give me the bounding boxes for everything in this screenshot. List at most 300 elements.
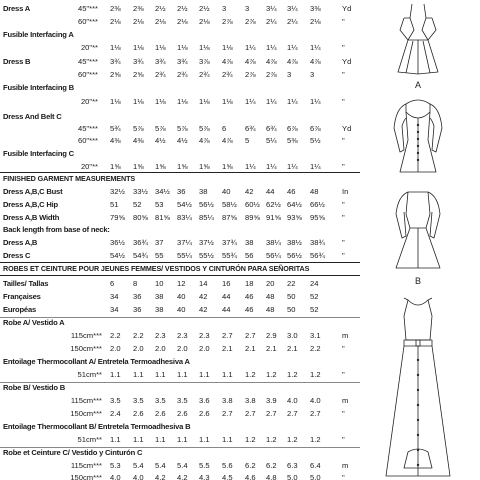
table-cell: 3.6 bbox=[199, 396, 210, 405]
table-cell: 2.6 bbox=[177, 409, 188, 418]
table-cell: 2.1 bbox=[266, 344, 277, 353]
unit-label: In bbox=[342, 187, 349, 196]
table-cell: 2½ bbox=[199, 4, 210, 13]
table-cell: 1.2 bbox=[266, 370, 277, 379]
table-cell: 1.1 bbox=[177, 370, 188, 379]
table-cell: 42 bbox=[245, 187, 254, 196]
row-label: Dress C bbox=[3, 251, 31, 260]
row-label: Dress B bbox=[3, 57, 31, 66]
table-cell: 5.4 bbox=[155, 461, 166, 470]
row-label: Dress A,B,C Hip bbox=[3, 200, 58, 209]
fabric-width: 60"*** bbox=[77, 17, 98, 26]
table-cell: 2¾ bbox=[222, 70, 233, 79]
table-cell: 34 bbox=[110, 305, 119, 314]
table-cell: 2⅛ bbox=[155, 17, 166, 26]
table-cell: 34 bbox=[110, 292, 119, 301]
table-cell: 1¼ bbox=[310, 162, 321, 171]
table-cell: 4⅞ bbox=[245, 57, 256, 66]
table-cell: 2.0 bbox=[133, 344, 144, 353]
section-heading: Robe et Ceinture C/ Vestido y Cinturón C bbox=[3, 448, 143, 457]
table-cell: 1.1 bbox=[199, 435, 210, 444]
table-cell: 40 bbox=[177, 305, 186, 314]
table-cell: 4.2 bbox=[177, 473, 188, 480]
table-cell: 48 bbox=[310, 187, 319, 196]
table-cell: 12 bbox=[177, 279, 186, 288]
table-cell: 4.8 bbox=[266, 473, 277, 480]
table-cell: 38¼ bbox=[266, 238, 281, 247]
dress-a-illustration bbox=[398, 4, 438, 74]
table-cell: 1¼ bbox=[245, 97, 256, 106]
table-cell: 2¾ bbox=[177, 70, 188, 79]
table-cell: 2⅛ bbox=[133, 17, 144, 26]
table-cell: 2.2 bbox=[133, 331, 144, 340]
table-cell: 2.6 bbox=[199, 409, 210, 418]
table-cell: 55¾ bbox=[222, 251, 237, 260]
section-heading: Dress And Belt C bbox=[3, 112, 62, 121]
table-cell: 55¼ bbox=[177, 251, 192, 260]
table-cell: 1⅛ bbox=[177, 43, 188, 52]
divider bbox=[0, 447, 360, 448]
table-cell: 2.1 bbox=[245, 344, 256, 353]
table-cell: 38 bbox=[155, 292, 164, 301]
table-cell: 1¼ bbox=[266, 97, 277, 106]
table-cell: 2.0 bbox=[177, 344, 188, 353]
row-label: Européas bbox=[3, 305, 37, 314]
unit-label: " bbox=[342, 251, 345, 260]
fabric-width: 150cm*** bbox=[70, 344, 102, 353]
table-cell: 1.1 bbox=[133, 435, 144, 444]
table-cell: 50 bbox=[287, 292, 296, 301]
table-cell: 4.2 bbox=[155, 473, 166, 480]
table-cell: 44 bbox=[222, 305, 231, 314]
table-cell: 1.2 bbox=[245, 370, 256, 379]
table-cell: 1⅛ bbox=[155, 97, 166, 106]
table-cell: 2⅝ bbox=[133, 70, 144, 79]
table-cell: 4⅞ bbox=[287, 57, 298, 66]
table-cell: 46 bbox=[287, 187, 296, 196]
table-cell: 33½ bbox=[133, 187, 148, 196]
table-cell: 85¼ bbox=[199, 213, 214, 222]
table-cell: 2½ bbox=[155, 4, 166, 13]
table-cell: 3⅜ bbox=[310, 4, 321, 13]
table-cell: 2⅛ bbox=[110, 17, 121, 26]
unit-label: m bbox=[342, 396, 349, 405]
unit-label: m bbox=[342, 331, 349, 340]
table-cell: 6.4 bbox=[310, 461, 321, 470]
table-cell: 1¼ bbox=[266, 162, 277, 171]
table-cell: 4.0 bbox=[110, 473, 121, 480]
table-cell: 3.0 bbox=[287, 331, 298, 340]
table-cell: 2.7 bbox=[245, 331, 256, 340]
table-cell: 60½ bbox=[245, 200, 260, 209]
table-cell: 52 bbox=[310, 292, 319, 301]
table-cell: 4⅞ bbox=[199, 136, 210, 145]
table-cell: 2⅛ bbox=[310, 17, 321, 26]
table-cell: 2⅞ bbox=[245, 70, 256, 79]
table-cell: 5.5 bbox=[199, 461, 210, 470]
table-cell: 95⅝ bbox=[310, 213, 325, 222]
table-cell: 6.3 bbox=[287, 461, 298, 470]
row-label: Tailles/ Tallas bbox=[3, 279, 49, 288]
section-title: FINISHED GARMENT MEASUREMENTS bbox=[3, 174, 136, 183]
table-cell: 1.2 bbox=[310, 435, 321, 444]
fabric-width: 20"** bbox=[80, 97, 98, 106]
table-cell: 1.1 bbox=[155, 435, 166, 444]
fabric-width: 60"*** bbox=[77, 136, 98, 145]
table-cell: 2¼ bbox=[266, 17, 277, 26]
section-heading: Robe A/ Vestido A bbox=[3, 318, 65, 327]
table-cell: 56 bbox=[245, 251, 254, 260]
table-cell: 91⅝ bbox=[266, 213, 281, 222]
table-cell: 3¾ bbox=[177, 57, 188, 66]
table-cell: 5¼ bbox=[266, 136, 277, 145]
table-cell: 37¼ bbox=[177, 238, 192, 247]
table-cell: 3 bbox=[245, 4, 250, 13]
table-cell: 3.5 bbox=[133, 396, 144, 405]
table-cell: 4.0 bbox=[287, 396, 298, 405]
fabric-width: 115cm*** bbox=[70, 461, 102, 470]
table-cell: 1⅛ bbox=[222, 43, 233, 52]
table-cell: 2⅞ bbox=[266, 70, 277, 79]
table-cell: 36¾ bbox=[133, 238, 148, 247]
unit-label: " bbox=[342, 213, 345, 222]
table-cell: 4.5 bbox=[222, 473, 233, 480]
table-cell: 42 bbox=[199, 305, 208, 314]
unit-label: Yd bbox=[342, 57, 352, 66]
table-cell: 64½ bbox=[287, 200, 302, 209]
table-cell: 2¾ bbox=[155, 70, 166, 79]
table-cell: 2.1 bbox=[287, 344, 298, 353]
table-cell: 50 bbox=[287, 305, 296, 314]
table-cell: 6 bbox=[222, 124, 227, 133]
fabric-width: 60"*** bbox=[77, 70, 98, 79]
table-cell: 1.2 bbox=[287, 435, 298, 444]
table-cell: 1¼ bbox=[310, 97, 321, 106]
section-heading: Entoilage Thermocollant B/ Entretela Termoadhesiva B bbox=[3, 422, 191, 431]
table-cell: 36 bbox=[133, 305, 142, 314]
fabric-width: 45"*** bbox=[77, 124, 98, 133]
table-cell: 6¾ bbox=[266, 124, 277, 133]
unit-label: " bbox=[342, 70, 345, 79]
divider bbox=[0, 317, 360, 318]
unit-label: " bbox=[342, 200, 345, 209]
table-cell: 20 bbox=[266, 279, 275, 288]
table-cell: 5⅞ bbox=[177, 124, 188, 133]
table-cell: 1⅛ bbox=[222, 97, 233, 106]
unit-label: " bbox=[342, 43, 345, 52]
table-cell: 5⅞ bbox=[199, 124, 210, 133]
table-cell: 1.1 bbox=[177, 435, 188, 444]
section-heading: Back length from base of neck: bbox=[3, 225, 110, 234]
table-cell: 46 bbox=[245, 305, 254, 314]
table-cell: 2.2 bbox=[110, 331, 121, 340]
table-cell: 5.6 bbox=[222, 461, 233, 470]
table-cell: 48 bbox=[266, 305, 275, 314]
fabric-width: 150cm*** bbox=[70, 473, 102, 480]
table-cell: 4⅜ bbox=[110, 136, 121, 145]
row-label: Dress A,B Width bbox=[3, 213, 60, 222]
table-cell: 1.2 bbox=[310, 370, 321, 379]
fabric-width: 115cm*** bbox=[70, 396, 102, 405]
table-cell: 1⅝ bbox=[222, 162, 233, 171]
unit-label: Yd bbox=[342, 4, 352, 13]
table-cell: 18 bbox=[245, 279, 254, 288]
table-cell: 54½ bbox=[177, 200, 192, 209]
table-cell: 53 bbox=[155, 200, 164, 209]
table-cell: 1¼ bbox=[245, 162, 256, 171]
fabric-width: 20"** bbox=[80, 43, 98, 52]
table-cell: 44 bbox=[222, 292, 231, 301]
unit-label: " bbox=[342, 238, 345, 247]
table-cell: 2⅜ bbox=[110, 4, 121, 13]
table-cell: 5⅞ bbox=[133, 124, 144, 133]
fabric-width: 45"*** bbox=[77, 57, 98, 66]
table-cell: 56½ bbox=[287, 251, 302, 260]
table-cell: 2.7 bbox=[245, 409, 256, 418]
table-cell: 55½ bbox=[199, 251, 214, 260]
row-label: Dress A bbox=[3, 4, 31, 13]
table-cell: 1⅝ bbox=[199, 162, 210, 171]
table-cell: 22 bbox=[287, 279, 296, 288]
table-cell: 1⅛ bbox=[133, 97, 144, 106]
table-cell: 4⅞ bbox=[222, 57, 233, 66]
table-cell: 1⅛ bbox=[155, 43, 166, 52]
table-cell: 3 bbox=[287, 70, 292, 79]
table-cell: 2⅝ bbox=[110, 70, 121, 79]
table-cell: 2.1 bbox=[222, 344, 233, 353]
table-cell: 5⅞ bbox=[155, 124, 166, 133]
table-cell: 54¾ bbox=[133, 251, 148, 260]
table-cell: 2.3 bbox=[199, 331, 210, 340]
table-cell: 40 bbox=[177, 292, 186, 301]
table-cell: 4½ bbox=[155, 136, 166, 145]
figure-label-a: A bbox=[414, 80, 422, 90]
table-cell: 38¾ bbox=[310, 238, 325, 247]
section-title: ROBES ET CEINTURE POUR JEUNES FEMMES/ VESTIDOS Y CINTURÓN PARA SEÑORITAS bbox=[3, 264, 310, 273]
table-cell: 6⅞ bbox=[287, 124, 298, 133]
table-cell: 3.8 bbox=[222, 396, 233, 405]
table-cell: 4.3 bbox=[199, 473, 210, 480]
table-cell: 1¼ bbox=[310, 43, 321, 52]
table-cell: 10 bbox=[155, 279, 164, 288]
table-cell: 38 bbox=[199, 187, 208, 196]
table-cell: 1⅛ bbox=[110, 97, 121, 106]
section-heading: Fusible Interfacing B bbox=[3, 83, 74, 92]
table-cell: 1.1 bbox=[199, 370, 210, 379]
table-cell: 6.2 bbox=[266, 461, 277, 470]
table-cell: 24 bbox=[310, 279, 319, 288]
table-cell: 2.3 bbox=[177, 331, 188, 340]
table-cell: 3¼ bbox=[287, 4, 298, 13]
table-cell: 2½ bbox=[177, 4, 188, 13]
table-cell: 5.0 bbox=[310, 473, 321, 480]
table-cell: 32½ bbox=[110, 187, 125, 196]
table-cell: 66½ bbox=[310, 200, 325, 209]
table-cell: 5.4 bbox=[177, 461, 188, 470]
table-cell: 81⅝ bbox=[155, 213, 170, 222]
section-heading: Fusible Interfacing C bbox=[3, 149, 74, 158]
table-cell: 1⅛ bbox=[110, 43, 121, 52]
table-cell: 16 bbox=[222, 279, 231, 288]
table-cell: 1.1 bbox=[110, 370, 121, 379]
unit-label: " bbox=[342, 136, 345, 145]
fabric-width: 150cm*** bbox=[70, 409, 102, 418]
unit-label: " bbox=[342, 344, 345, 353]
table-cell: 5½ bbox=[310, 136, 321, 145]
table-cell: 1.1 bbox=[155, 370, 166, 379]
table-cell: 83¼ bbox=[177, 213, 192, 222]
fabric-width: 51cm** bbox=[77, 435, 102, 444]
row-label: Dress A,B bbox=[3, 238, 38, 247]
section-heading: Robe B/ Vestido B bbox=[3, 383, 65, 392]
table-cell: 5.3 bbox=[110, 461, 121, 470]
table-cell: 2¾ bbox=[199, 70, 210, 79]
table-cell: 2.0 bbox=[110, 344, 121, 353]
table-cell: 52 bbox=[310, 305, 319, 314]
table-cell: 2.7 bbox=[266, 409, 277, 418]
table-cell: 5.0 bbox=[287, 473, 298, 480]
unit-label: Yd bbox=[342, 124, 352, 133]
table-cell: 51 bbox=[110, 200, 119, 209]
table-cell: 2.6 bbox=[133, 409, 144, 418]
table-cell: 2.2 bbox=[310, 344, 321, 353]
table-cell: 58½ bbox=[222, 200, 237, 209]
table-cell: 1¼ bbox=[245, 43, 256, 52]
table-cell: 2⅛ bbox=[199, 17, 210, 26]
table-cell: 6⅞ bbox=[310, 124, 321, 133]
table-cell: 1⅝ bbox=[177, 162, 188, 171]
table-cell: 3.8 bbox=[245, 396, 256, 405]
table-cell: 48 bbox=[266, 292, 275, 301]
table-cell: 5¾ bbox=[110, 124, 121, 133]
table-cell: 1.2 bbox=[287, 370, 298, 379]
unit-label: " bbox=[342, 435, 345, 444]
table-cell: 3 bbox=[310, 70, 315, 79]
table-cell: 1¼ bbox=[287, 162, 298, 171]
table-cell: 1⅝ bbox=[110, 162, 121, 171]
table-cell: 1⅛ bbox=[177, 97, 188, 106]
section-heading: Fusible Interfacing A bbox=[3, 30, 74, 39]
table-cell: 1.1 bbox=[110, 435, 121, 444]
table-cell: 1.2 bbox=[245, 435, 256, 444]
table-cell: 56¾ bbox=[310, 251, 325, 260]
table-cell: 2.7 bbox=[222, 331, 233, 340]
table-cell: 37¾ bbox=[222, 238, 237, 247]
fabric-width: 115cm*** bbox=[70, 331, 102, 340]
table-cell: 1.1 bbox=[222, 370, 233, 379]
table-cell: 1.2 bbox=[266, 435, 277, 444]
table-cell: 2⅜ bbox=[133, 4, 144, 13]
table-cell: 42 bbox=[199, 292, 208, 301]
table-cell: 4.0 bbox=[133, 473, 144, 480]
table-cell: 3⅞ bbox=[199, 57, 210, 66]
table-cell: 4⅞ bbox=[266, 57, 277, 66]
table-cell: 2⅛ bbox=[177, 17, 188, 26]
table-cell: 1.1 bbox=[133, 370, 144, 379]
fabric-width: 51cm** bbox=[77, 370, 102, 379]
row-label: Dress A,B,C Bust bbox=[3, 187, 63, 196]
table-cell: 14 bbox=[199, 279, 208, 288]
table-cell: 36 bbox=[133, 292, 142, 301]
table-cell: 44 bbox=[266, 187, 275, 196]
table-cell: 3.5 bbox=[177, 396, 188, 405]
table-cell: 93⅝ bbox=[287, 213, 302, 222]
unit-label: " bbox=[342, 17, 345, 26]
table-cell: 36 bbox=[177, 187, 186, 196]
unit-label: " bbox=[342, 473, 345, 480]
fabric-width: 45"*** bbox=[77, 4, 98, 13]
table-cell: 2.6 bbox=[155, 409, 166, 418]
table-cell: 3¾ bbox=[133, 57, 144, 66]
table-cell: 4½ bbox=[177, 136, 188, 145]
table-cell: 46 bbox=[245, 292, 254, 301]
table-cell: 38½ bbox=[287, 238, 302, 247]
table-cell: 5.4 bbox=[133, 461, 144, 470]
table-cell: 5⅜ bbox=[287, 136, 298, 145]
table-cell: 2.3 bbox=[155, 331, 166, 340]
table-cell: 62½ bbox=[266, 200, 281, 209]
table-cell: 3¾ bbox=[155, 57, 166, 66]
table-cell: 1⅝ bbox=[133, 162, 144, 171]
table-cell: 52 bbox=[133, 200, 142, 209]
table-cell: 2.0 bbox=[199, 344, 210, 353]
table-cell: 38 bbox=[245, 238, 254, 247]
fabric-width: 20"** bbox=[80, 162, 98, 171]
table-cell: 37½ bbox=[199, 238, 214, 247]
divider bbox=[0, 275, 360, 276]
table-cell: 1.1 bbox=[222, 435, 233, 444]
dress-b-illustration bbox=[394, 100, 442, 172]
table-cell: 38 bbox=[155, 305, 164, 314]
table-cell: 87⅝ bbox=[222, 213, 237, 222]
table-cell: 80⅝ bbox=[133, 213, 148, 222]
table-cell: 3.5 bbox=[155, 396, 166, 405]
table-cell: 37 bbox=[155, 238, 164, 247]
table-cell: 2.7 bbox=[222, 409, 233, 418]
table-cell: 3 bbox=[222, 4, 227, 13]
table-cell: 4.0 bbox=[310, 396, 321, 405]
table-cell: 8 bbox=[133, 279, 138, 288]
table-cell: 2.7 bbox=[310, 409, 321, 418]
table-cell: 1⅛ bbox=[133, 43, 144, 52]
unit-label: m bbox=[342, 461, 349, 470]
table-cell: 1⅝ bbox=[155, 162, 166, 171]
table-cell: 34½ bbox=[155, 187, 170, 196]
table-cell: 2.4 bbox=[110, 409, 121, 418]
table-cell: 2⅞ bbox=[222, 17, 233, 26]
divider bbox=[0, 262, 360, 263]
table-cell: 55 bbox=[155, 251, 164, 260]
table-cell: 1¼ bbox=[287, 97, 298, 106]
table-cell: 1⅛ bbox=[199, 97, 210, 106]
unit-label: " bbox=[342, 162, 345, 171]
section-heading: Entoilage Thermocollant A/ Entretela Termoadhesiva A bbox=[3, 357, 190, 366]
table-cell: 3.5 bbox=[110, 396, 121, 405]
table-cell: 5 bbox=[245, 136, 250, 145]
table-cell: 2¼ bbox=[287, 17, 298, 26]
figure-label-b: B bbox=[414, 276, 422, 286]
unit-label: " bbox=[342, 97, 345, 106]
table-cell: 36½ bbox=[110, 238, 125, 247]
table-cell: 56½ bbox=[199, 200, 214, 209]
table-cell: 2.7 bbox=[287, 409, 298, 418]
table-cell: 1⅛ bbox=[199, 43, 210, 52]
table-cell: 89⅝ bbox=[245, 213, 260, 222]
table-cell: 2.0 bbox=[155, 344, 166, 353]
divider bbox=[0, 382, 360, 383]
row-label: Françaises bbox=[3, 292, 41, 301]
table-cell: 1¼ bbox=[287, 43, 298, 52]
